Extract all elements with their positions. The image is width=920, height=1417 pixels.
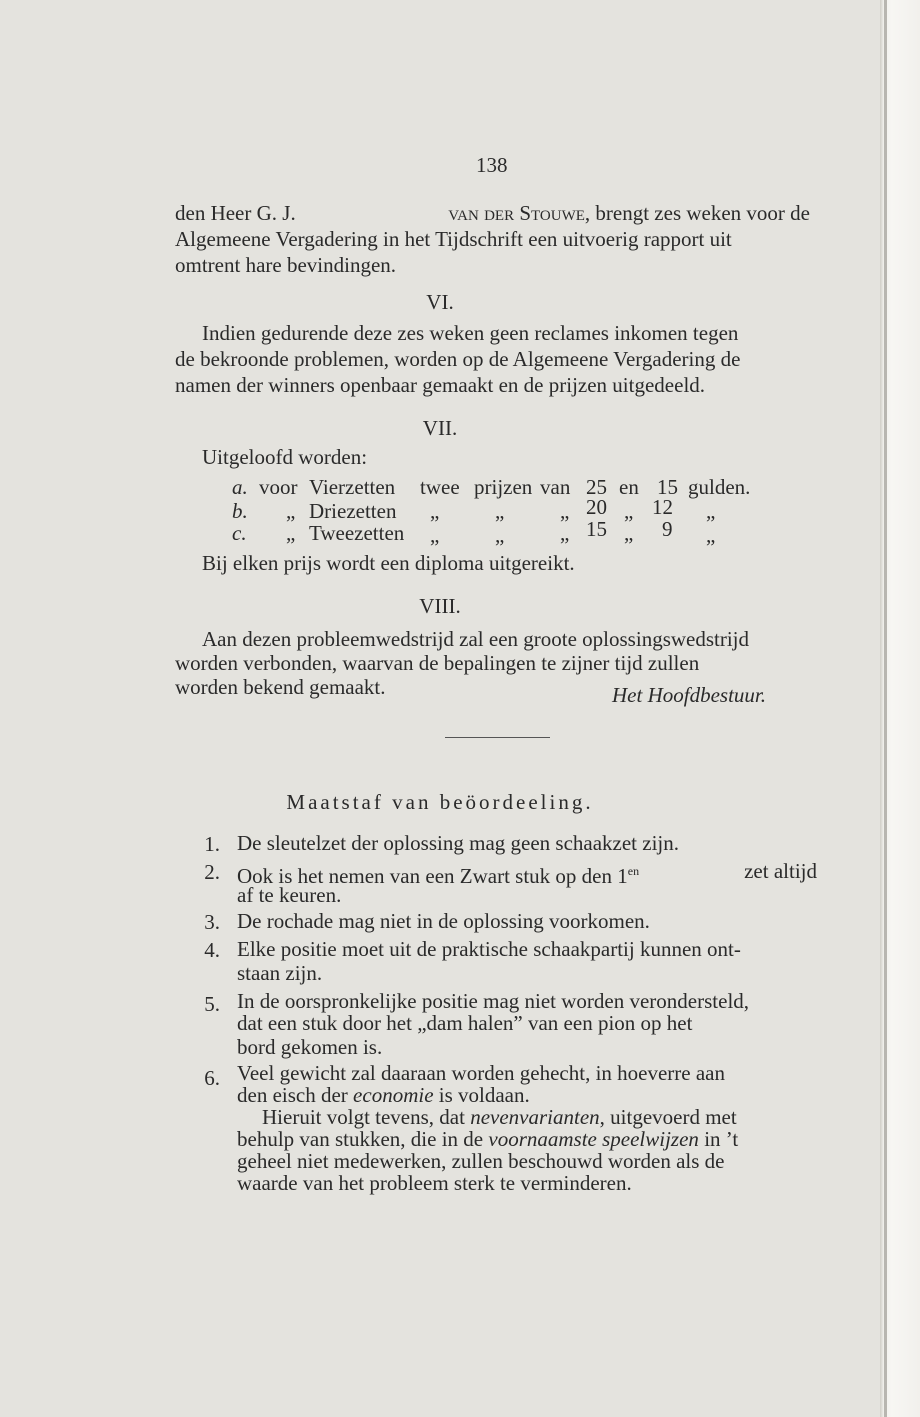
prize-letter: a. [232,475,248,499]
prize-value-1: 20 [586,495,607,519]
prize-letter: b. [232,499,248,523]
item-text: staan zijn. [237,961,323,985]
prize-type: Vierzetten [309,475,396,499]
item-text: De sleutelzet der oplossing mag geen schaakzet zijn. [237,831,680,855]
text: Hieruit volgt tevens, dat nevenvarianten, uitgevoerd met [262,1105,737,1129]
prize-ditto: „ [495,499,505,523]
prizes-intro: Uitgeloofd worden: [202,445,368,469]
prize-word: en [619,475,639,499]
follow-line-3 [237,1150,817,1172]
text: den Heer G. J. [175,201,296,225]
prize-value-1: 15 [586,517,607,541]
para1-line2 [175,228,810,250]
prize-ditto: „ [624,521,634,545]
prize-word: van [540,475,571,499]
prize-ditto: „ [560,499,570,523]
prize-ditto: „ [495,523,505,547]
item-text: af te keuren. [237,883,342,907]
page-edge-line [884,0,887,1417]
prize-type: Driezetten [309,499,397,523]
text: In de oorspronkelijke positie mag niet worden verondersteld, [237,989,750,1013]
text: Ook is het nemen van een Zwart stuk op den $1^{en}$ [237,864,640,888]
para1-line1 [175,202,810,224]
text: behulp van stukken, die in de voornaamste speelwijzen in ’t [237,1127,739,1151]
text: dat een stuk door het „dam halen” van een pion op het [237,1011,693,1035]
prize-ditto: voor [259,475,298,499]
prize-ditto: „ [286,499,296,523]
item-text [237,1012,817,1034]
item-number: 4. [204,938,220,962]
prize-unit: gulden. [688,475,751,499]
prize-letter: c. [232,521,247,545]
section-vii-heading: VII. [422,416,458,440]
prize-ditto: „ [706,499,716,523]
prize-value-2: 15 [657,475,678,499]
prize-value-2: 12 [652,495,673,519]
prize-ditto: „ [286,521,296,545]
text: van der Stouwe, brengt zes weken voor de [448,201,810,225]
page-number: 138 [476,153,508,177]
para3-line2 [175,652,812,674]
item-text: De rochade mag niet in de oplossing voorkomen. [237,909,650,933]
follow-line-2 [237,1128,817,1150]
prize-ditto: „ [430,499,440,523]
para2-line1: Indien gedurende deze zes weken geen reclames inkomen tegen [202,321,739,345]
text: Aan dezen probleemwedstrijd zal een groote oplossingswedstrijd [202,627,750,651]
para3-line3: worden bekend gemaakt. [175,675,386,699]
prize-ditto: „ [624,499,634,523]
item-text [237,938,817,960]
item-text: den eisch der economie is voldaan. [237,1083,530,1107]
para3-line1 [202,628,812,650]
signature: Het Hoofdbestuur. [612,683,766,707]
prize-count: twee [420,475,460,499]
text: Algemeene Vergadering in het Tijdschrift een uitvoerig rapport uit [175,227,732,251]
item-text [237,1062,817,1084]
follow-line-1 [262,1106,817,1128]
item-number: 5. [204,992,220,1016]
item-text [237,990,817,1012]
prize-ditto: „ [706,523,716,547]
text: Veel gewicht zal daaraan worden gehecht, in hoeverre aan [237,1061,725,1085]
item-number: 1. [204,832,220,856]
prize-type: Tweezetten [309,521,405,545]
item-number: 2. [204,860,220,884]
text: geheel niet medewerken, zullen beschouwd worden als de [237,1149,725,1173]
para2-line2: de bekroonde problemen, worden op de Algemeene Vergadering de [175,347,741,371]
prize-value-2: 9 [662,517,673,541]
section-viii-heading: VIII. [419,594,461,618]
diploma-line: Bij elken prijs wordt een diploma uitgereikt. [202,551,575,575]
section-vi-heading: VI. [426,290,454,314]
para1-line3: omtrent hare bevindingen. [175,253,397,277]
text: Elke positie moet uit de praktische schaakpartij kunnen ont- [237,937,741,961]
item-text: bord gekomen is. [237,1035,383,1059]
prize-word: prijzen [474,475,533,499]
item-number: 6. [204,1066,220,1090]
criteria-title: Maatstaf van beöordeeling. [286,790,594,814]
prize-ditto: „ [430,523,440,547]
text: zet altijd [744,859,817,883]
prize-value-1: 25 [586,475,607,499]
section-divider [445,737,550,738]
text: worden verbonden, waarvan de bepalingen te zijner tijd zullen [175,651,700,675]
prize-ditto: „ [560,521,570,545]
item-number: 3. [204,910,220,934]
para2-line3: namen der winners openbaar gemaakt en de prijzen uitgedeeld. [175,373,706,397]
follow-line-4: waarde van het probleem sterk te verminderen. [237,1171,632,1195]
